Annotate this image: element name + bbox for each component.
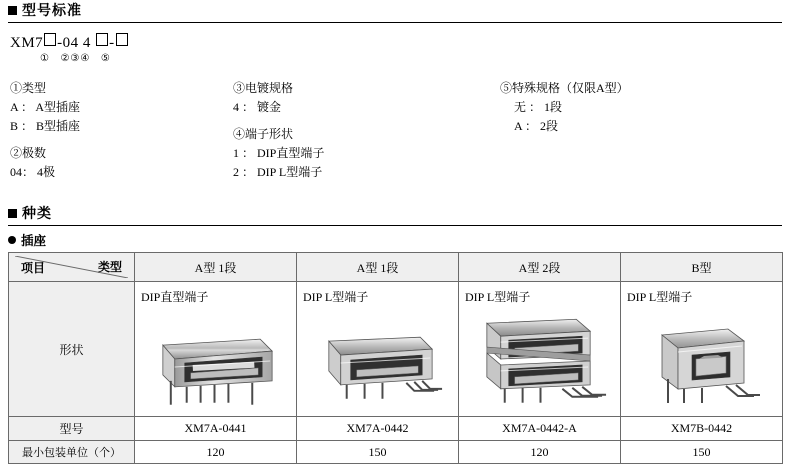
- legend-item: B ： B型插座: [10, 119, 81, 133]
- legend-group-special: [500, 79, 629, 136]
- model-code-line: XM7 -04 4 -: [10, 33, 790, 52]
- table-row-packaging: [9, 441, 783, 464]
- legend-item: 无 ： 1段: [514, 100, 563, 114]
- table-cell-shape-2: [297, 282, 459, 417]
- heading-divider: [8, 22, 782, 23]
- row-label-shape: 形状: [9, 282, 135, 417]
- model-code-prefix: XM7: [10, 35, 44, 51]
- model-code-area: [10, 33, 790, 67]
- code-placeholder-box-3: [116, 33, 128, 46]
- legend-group-poles: [10, 144, 80, 182]
- legend-item: A ： A型插座: [10, 100, 81, 114]
- model-legend: [0, 79, 790, 189]
- legend-title: ①类型: [10, 81, 47, 95]
- terminal-type-label: DIP直型端子: [141, 289, 209, 304]
- legend-group-terminal-shape: [233, 125, 324, 182]
- table-cell-packaging-4: 150: [621, 441, 783, 464]
- square-bullet-icon: [8, 6, 17, 15]
- product-types-table: [8, 252, 783, 464]
- table-cell-packaging-3: 120: [459, 441, 621, 464]
- legend-item: 4 ： 镀金: [233, 100, 282, 114]
- model-code-markers: [10, 53, 790, 64]
- legend-title: ②极数: [10, 146, 47, 160]
- subsection-heading-socket: [8, 231, 782, 249]
- code-placeholder-box-2: [96, 33, 108, 46]
- legend-title: ④端子形状: [233, 127, 294, 141]
- legend-title: ③电镀规格: [233, 81, 294, 95]
- row-label-packaging: 最小包装单位（个）: [9, 441, 135, 464]
- code-placeholder-box-1: [44, 33, 56, 46]
- column-header-b: B型: [621, 253, 783, 282]
- corner-label-item: 项目: [21, 261, 46, 275]
- legend-column-3: [500, 79, 629, 144]
- model-code-middle: -04 4: [57, 35, 91, 51]
- table-cell-model-4: XM7B-0442: [621, 417, 783, 441]
- round-bullet-icon: [8, 236, 16, 244]
- table-cell-packaging-1: 120: [135, 441, 297, 464]
- section-heading-model-standard: [8, 0, 782, 20]
- table-header-row: [9, 253, 783, 282]
- legend-group-type: [10, 79, 80, 136]
- table-cell-model-2: XM7A-0442: [297, 417, 459, 441]
- legend-column-1: [10, 79, 80, 190]
- legend-item: 1 ： DIP直型端子: [233, 146, 325, 160]
- legend-item: A ： 2段: [514, 119, 559, 133]
- section-heading-kinds: [8, 203, 782, 223]
- square-bullet-icon: [8, 209, 17, 218]
- section-title-text: 型号标准: [22, 4, 82, 19]
- table-cell-packaging-2: 150: [297, 441, 459, 464]
- connector-image-4: [627, 307, 776, 411]
- column-header-a1b: A型 1段: [297, 253, 459, 282]
- legend-column-2: [233, 79, 324, 190]
- corner-label-type: 类型: [97, 260, 122, 274]
- terminal-type-label: DIP L型端子: [465, 289, 531, 304]
- table-cell-shape-1: [135, 282, 297, 417]
- connector-image-2: [303, 307, 452, 411]
- subsection-title-text: 插座: [21, 234, 47, 248]
- table-corner-header: [9, 253, 135, 282]
- legend-group-plating: [233, 79, 324, 117]
- table-row-shape: [9, 282, 783, 417]
- table-cell-shape-4: [621, 282, 783, 417]
- terminal-type-label: DIP L型端子: [303, 289, 369, 304]
- legend-title: ⑤特殊规格（仅限A型）: [500, 81, 629, 95]
- table-cell-model-3: XM7A-0442-A: [459, 417, 621, 441]
- connector-image-1: [141, 307, 290, 411]
- usb-a-stacked-2tier-connector-icon: [465, 311, 614, 411]
- legend-item: 2 ： DIP L型端子: [233, 165, 323, 179]
- usb-a-l-type-connector-icon: [303, 315, 452, 411]
- column-header-a2: A型 2段: [459, 253, 621, 282]
- row-label-model: 型号: [9, 417, 135, 441]
- usb-b-connector-icon: [632, 315, 772, 411]
- heading-divider: [8, 225, 782, 226]
- column-header-a1: A型 1段: [135, 253, 297, 282]
- legend-item: 04： 4极: [10, 165, 56, 179]
- usb-a-straight-connector-icon: [141, 315, 290, 411]
- table-row-model: [9, 417, 783, 441]
- marker-234: ②③④: [60, 53, 91, 64]
- table-cell-model-1: XM7A-0441: [135, 417, 297, 441]
- marker-5: ⑤: [100, 53, 111, 64]
- connector-image-3: [465, 307, 614, 411]
- terminal-type-label: DIP L型端子: [627, 289, 693, 304]
- section-title-text: 种类: [22, 207, 52, 222]
- table-cell-shape-3: [459, 282, 621, 417]
- marker-1: ①: [40, 53, 50, 64]
